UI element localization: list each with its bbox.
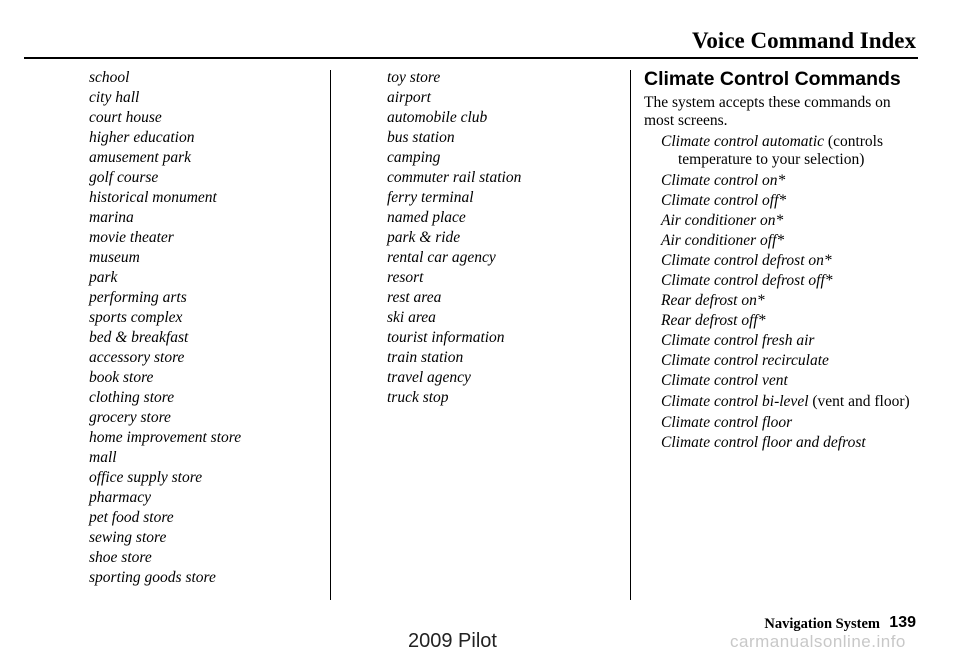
list-item: court house bbox=[89, 109, 162, 126]
list-item: school bbox=[89, 69, 130, 86]
climate-control-section bbox=[644, 66, 934, 453]
list-item: city hall bbox=[89, 89, 140, 106]
watermark-model: 2009 Pilot bbox=[408, 630, 497, 652]
command-item bbox=[644, 291, 928, 311]
command-text: Rear defrost off* bbox=[661, 312, 766, 329]
command-text: Climate control defrost off* bbox=[661, 272, 833, 289]
list-item: pharmacy bbox=[89, 489, 151, 506]
list-item: camping bbox=[387, 149, 441, 166]
list-item: rest area bbox=[387, 289, 442, 306]
column-divider bbox=[630, 70, 631, 600]
list-item: sports complex bbox=[89, 309, 183, 326]
command-text: Air conditioner off* bbox=[661, 232, 785, 249]
command-text: Air conditioner on* bbox=[661, 212, 784, 229]
poi-category-list-1 bbox=[89, 68, 241, 588]
section-title: Climate Control Commands bbox=[644, 68, 901, 90]
command-text: Rear defrost on* bbox=[661, 292, 765, 309]
list-item: pet food store bbox=[89, 509, 174, 526]
command-text: Climate control vent bbox=[661, 372, 788, 389]
list-item: movie theater bbox=[89, 229, 174, 246]
command-text: Climate control defrost on* bbox=[661, 252, 832, 269]
command-item bbox=[644, 171, 928, 191]
list-item: office supply store bbox=[89, 469, 203, 486]
command-item bbox=[644, 251, 928, 271]
list-item: shoe store bbox=[89, 549, 152, 566]
footer-label: Navigation System bbox=[764, 616, 880, 632]
watermark bbox=[0, 630, 960, 655]
list-item: park & ride bbox=[387, 229, 461, 246]
list-item: airport bbox=[387, 89, 431, 106]
list-item: grocery store bbox=[89, 409, 171, 426]
list-item: rental car agency bbox=[387, 249, 496, 266]
list-item: clothing store bbox=[89, 389, 175, 406]
command-note: (vent and floor) bbox=[808, 393, 910, 410]
command-item bbox=[644, 331, 928, 351]
command-text: Climate control floor and defrost bbox=[661, 434, 866, 451]
list-item: commuter rail station bbox=[387, 169, 522, 186]
poi-category-list-2 bbox=[387, 68, 521, 408]
list-item: accessory store bbox=[89, 349, 185, 366]
list-item: historical monument bbox=[89, 189, 217, 206]
list-item: sewing store bbox=[89, 529, 167, 546]
list-item: bus station bbox=[387, 129, 455, 146]
command-text: Climate control automatic bbox=[661, 133, 825, 150]
command-text: Climate control floor bbox=[661, 414, 793, 431]
page-title: Voice Command Index bbox=[691, 28, 916, 53]
command-item bbox=[644, 231, 928, 251]
command-item bbox=[644, 413, 928, 433]
command-item bbox=[644, 311, 928, 331]
command-item bbox=[644, 271, 928, 291]
list-item: automobile club bbox=[387, 109, 488, 126]
list-item: mall bbox=[89, 449, 117, 466]
command-item bbox=[644, 371, 928, 391]
list-item: ski area bbox=[387, 309, 436, 326]
section-intro: The system accepts these commands on most screens. bbox=[644, 94, 891, 129]
command-item bbox=[644, 351, 928, 371]
list-item: truck stop bbox=[387, 389, 449, 406]
list-item: travel agency bbox=[387, 369, 471, 386]
list-item: amusement park bbox=[89, 149, 192, 166]
column-divider bbox=[330, 70, 331, 600]
command-note: (controls temperature to your selection) bbox=[678, 133, 884, 168]
list-item: ferry terminal bbox=[387, 189, 474, 206]
list-item: bed & breakfast bbox=[89, 329, 189, 346]
list-item: resort bbox=[387, 269, 424, 286]
list-item: sporting goods store bbox=[89, 569, 216, 586]
command-item bbox=[644, 211, 928, 231]
list-item: tourist information bbox=[387, 329, 505, 346]
page-number: 139 bbox=[889, 614, 916, 631]
list-item: home improvement store bbox=[89, 429, 242, 446]
header-divider bbox=[24, 57, 918, 59]
command-item bbox=[644, 433, 928, 453]
list-item: toy store bbox=[387, 69, 441, 86]
command-text: Climate control off* bbox=[661, 192, 787, 209]
list-item: train station bbox=[387, 349, 464, 366]
command-item bbox=[644, 393, 928, 411]
command-text: Climate control fresh air bbox=[661, 332, 815, 349]
list-item: higher education bbox=[89, 129, 195, 146]
list-item: marina bbox=[89, 209, 134, 226]
list-item: performing arts bbox=[89, 289, 187, 306]
watermark-site: carmanualsonline.info bbox=[730, 632, 906, 651]
command-text: Climate control bi-level bbox=[661, 393, 809, 410]
list-item: park bbox=[89, 269, 118, 286]
list-item: golf course bbox=[89, 169, 159, 186]
command-item bbox=[644, 191, 928, 211]
command-text: Climate control recirculate bbox=[661, 352, 829, 369]
command-item bbox=[644, 133, 928, 169]
list-item: book store bbox=[89, 369, 154, 386]
list-item: named place bbox=[387, 209, 466, 226]
list-item: museum bbox=[89, 249, 140, 266]
command-text: Climate control on* bbox=[661, 172, 786, 189]
command-list bbox=[644, 133, 934, 453]
